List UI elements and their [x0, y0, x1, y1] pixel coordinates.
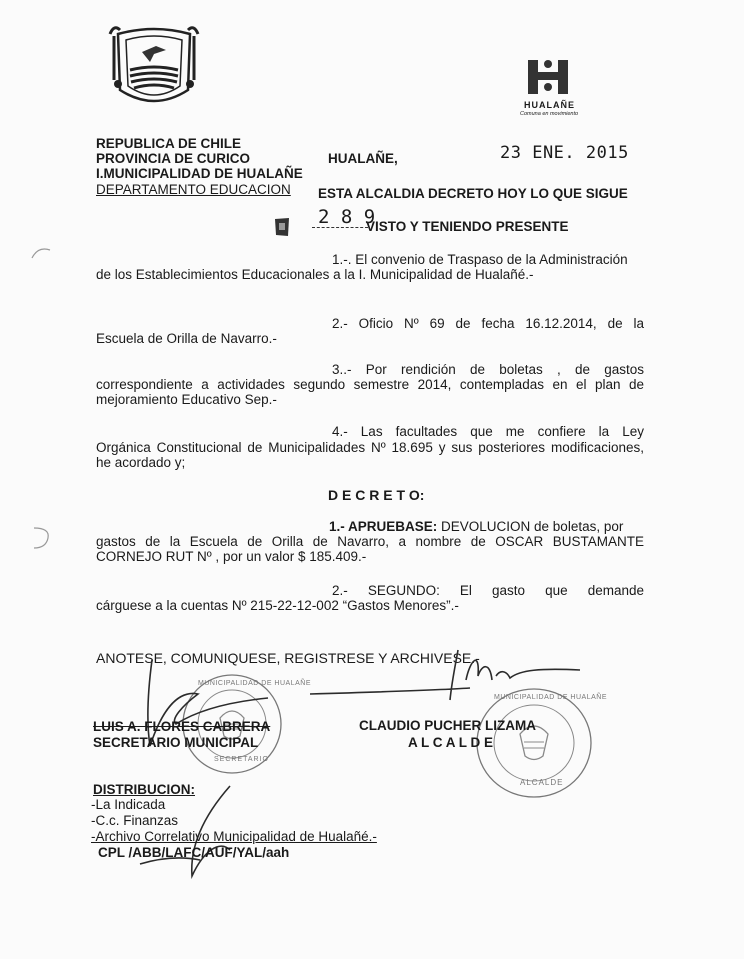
resolution-1-line-2: CORNEJO RUT Nº , por un valor $ 185.409.-: [96, 549, 367, 564]
distribution-initials: CPL /ABB/LAFC/AUF/YAL/aah: [98, 845, 290, 860]
header-republic: REPUBLICA DE CHILE: [96, 136, 242, 151]
mayor-stamp-top: MUNICIPALIDAD DE HUALAÑE: [494, 694, 608, 701]
date-stamp: 23 ENE. 2015: [500, 143, 629, 163]
considerando-2-line: Escuela de Orilla de Navarro.-: [96, 331, 277, 346]
considerando-1-line: de los Establecimientos Educacionales a la I. Municipalidad de Hualañé.-: [96, 267, 534, 282]
distribution-item-2: -C.c. Finanzas: [91, 813, 179, 828]
punch-hole-icon: [28, 524, 52, 552]
secretary-stamp-top: MUNICIPALIDAD DE HUALAÑE: [198, 680, 312, 687]
header-municipality: I.MUNICIPALIDAD DE HUALAÑE: [96, 166, 303, 181]
considerando-3-line-2: mejoramiento Educativo Sep.-: [96, 392, 277, 407]
secretary-title: SECRETARIO MUNICIPAL: [93, 735, 259, 750]
considerando-4-line-1: Orgánica Constitucional de Municipalidades Nº 18.695 y sus posteriores modificaciones,: [96, 440, 644, 455]
distribution-item-1: -La Indicada: [91, 797, 166, 812]
mayor-stamp-bottom: ALCALDE: [520, 778, 564, 787]
resolution-2-line: cárguese a la cuentas Nº 215-22-12-002 “Gastos Menores”.-: [96, 598, 459, 613]
punch-hole-icon: [28, 244, 52, 264]
considerando-4-first: 4.- Las facultades que me confiere la Ley: [332, 424, 644, 439]
closing-formula: ANOTESE, COMUNIQUESE, REGISTRESE Y ARCHIVESE.-: [96, 650, 480, 666]
resolution-1-text: DEVOLUCION de boletas, por: [437, 519, 624, 534]
header-department: DEPARTAMENTO EDUCACION: [96, 182, 291, 197]
resolution-1-lead: 1.- APRUEBASE:: [329, 519, 438, 534]
decree-number: 2 8 9: [318, 206, 376, 228]
resolution-1-first: [329, 519, 623, 535]
considerando-1-first: 1.-. El convenio de Traspaso de la Administración: [332, 252, 628, 267]
resolution-2-text: SEGUNDO: El gasto que demande: [347, 583, 644, 598]
considerando-3-line-1: correspondiente a actividades segundo semestre 2014, contempladas en el plan de: [96, 377, 644, 392]
decree-number-rule: [312, 227, 368, 228]
considerando-4-line-2: he acordado y;: [96, 455, 186, 470]
distribution-item-3: -Archivo Correlativo Municipalidad de Hualañé.-: [91, 829, 377, 844]
mayor-title: A L C A L D E: [408, 735, 494, 750]
decree-intro: ESTA ALCALDIA DECRETO HOY LO QUE SIGUE: [318, 186, 628, 201]
stamp-mark-icon: [273, 216, 291, 238]
visto-heading: VISTO Y TENIENDO PRESENTE: [366, 219, 569, 234]
coat-of-arms-icon: [108, 20, 200, 110]
logo-name: HUALAÑE: [524, 100, 575, 110]
logo-tagline: Comuna en movimiento: [520, 111, 579, 117]
resolution-2-first: [332, 583, 644, 599]
header-province: PROVINCIA DE CURICO: [96, 151, 251, 166]
secretary-stamp-bottom: SECRETARIO: [214, 756, 269, 763]
mayor-name: CLAUDIO PUCHER LIZAMA: [359, 718, 536, 733]
considerando-2-first: 2.- Oficio Nº 69 de fecha 16.12.2014, de la: [332, 316, 644, 331]
mayor-signature-icon: [300, 640, 600, 720]
header-city: HUALAÑE,: [328, 151, 398, 166]
distribution-heading: DISTRIBUCION:: [93, 782, 195, 797]
resolution-2-lead: 2.-: [332, 583, 348, 598]
resolution-1-line-1: gastos de la Escuela de Orilla de Navarro, a nombre de OSCAR BUSTAMANTE: [96, 534, 644, 549]
hualane-logo-icon: [520, 56, 580, 104]
considerando-3-first: 3..- Por rendición de boletas , de gastos: [332, 362, 644, 377]
secretary-name: LUIS A. FLORES CABRERA: [93, 719, 271, 734]
decreto-heading: D E C R E T O:: [328, 487, 425, 503]
